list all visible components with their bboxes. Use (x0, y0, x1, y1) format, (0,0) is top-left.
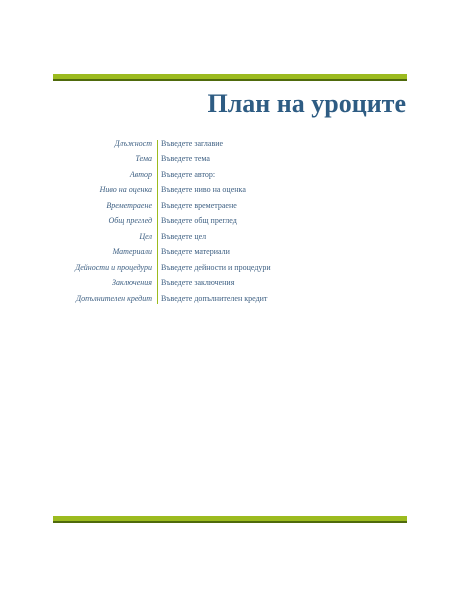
field-label: Общ преглед (108, 216, 152, 226)
field-row (53, 260, 293, 276)
field-label: Ниво на оценка (99, 185, 152, 195)
field-value[interactable]: Въведете заглавие (161, 138, 224, 148)
field-row (53, 167, 293, 183)
field-label: Заключения (112, 278, 152, 288)
field-label: Допълнителен кредит (76, 293, 152, 303)
field-value[interactable]: Въведете автор: (161, 169, 216, 179)
field-value[interactable]: Въведете цел (161, 231, 207, 241)
field-label: Материали (112, 247, 152, 257)
top-rule-thin (53, 79, 407, 81)
field-row (53, 291, 293, 307)
field-label: Дейности и процедури (75, 262, 152, 272)
field-label: Автор (129, 169, 152, 179)
field-value[interactable]: Въведете материали (161, 247, 230, 257)
field-row (53, 198, 293, 214)
field-row (53, 136, 293, 152)
field-list (53, 136, 293, 307)
bottom-rule-thin (53, 521, 407, 523)
field-row (53, 245, 293, 261)
field-value[interactable]: Въведете ниво на оценка (161, 185, 246, 195)
field-row (53, 183, 293, 199)
field-row (53, 276, 293, 292)
top-rule (53, 74, 407, 81)
page-title: План на уроците (207, 89, 406, 118)
field-row (53, 229, 293, 245)
field-label: Тема (135, 154, 152, 164)
field-value[interactable]: Въведете заключения (161, 278, 235, 288)
field-label: Времетраене (106, 200, 152, 210)
field-row (53, 152, 293, 168)
field-row (53, 214, 293, 230)
field-label: Цел (139, 231, 152, 241)
bottom-rule (53, 516, 407, 523)
field-value[interactable]: Въведете общ преглед (161, 216, 237, 226)
field-value[interactable]: Въведете времетраене (161, 200, 237, 210)
field-value[interactable]: Въведете допълнителен кредит (161, 293, 268, 303)
field-value[interactable]: Въведете тема (161, 154, 210, 164)
field-label: Длъжност (114, 138, 152, 148)
field-value[interactable]: Въведете дейности и процедури (161, 262, 271, 272)
